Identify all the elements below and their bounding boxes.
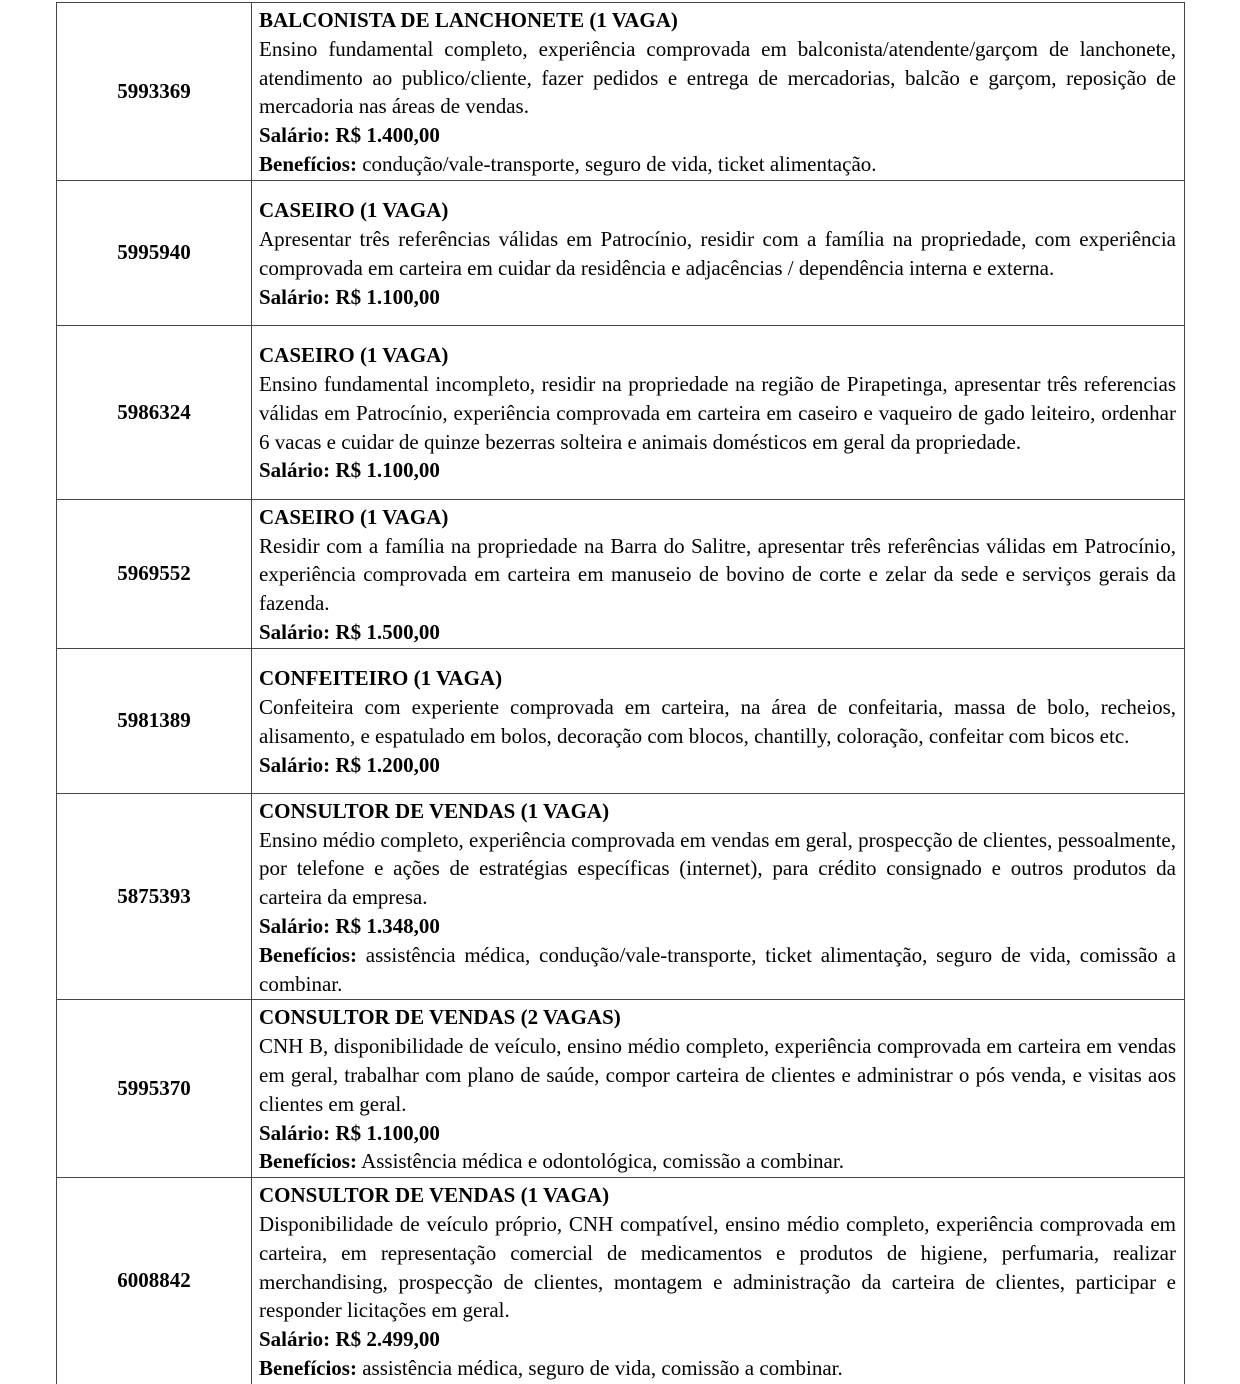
benefits-value: assistência médica, condução/vale-transporte, ticket alimentação, seguro de vida, comissão a combinar. bbox=[259, 942, 1176, 996]
job-details bbox=[252, 1178, 1185, 1384]
benefits-label: Benefícios: bbox=[259, 1149, 357, 1174]
job-details bbox=[252, 3, 1185, 181]
job-row bbox=[57, 648, 1185, 793]
job-description: Disponibilidade de veículo próprio, CNH compatível, ensino médio completo, experiência comprovada em carteira, em representação comercial de medicamentos e produtos de higiene, perfumaria, realizar merchandising, prospecção de clientes, montagem e administração da carteira de clientes, participar e responder licitações em geral. bbox=[259, 1211, 1176, 1323]
job-listings-table bbox=[56, 2, 1185, 1384]
salary-line bbox=[259, 912, 1176, 941]
job-row bbox=[57, 793, 1185, 1000]
salary-label: Salário: bbox=[259, 458, 331, 483]
salary-value: R$ 1.100,00 bbox=[335, 284, 440, 309]
job-row bbox=[57, 499, 1185, 648]
job-code: 6008842 bbox=[57, 1178, 252, 1384]
job-title: BALCONISTA DE LANCHONETE (1 VAGA) bbox=[259, 8, 678, 32]
benefits-line bbox=[259, 1147, 1176, 1176]
job-title: CASEIRO (1 VAGA) bbox=[259, 343, 449, 368]
salary-value: R$ 1.100,00 bbox=[335, 1120, 440, 1145]
benefits-line bbox=[259, 1354, 1176, 1383]
salary-value: R$ 2.499,00 bbox=[335, 1327, 440, 1352]
salary-line bbox=[259, 751, 1176, 780]
salary-value: R$ 1.500,00 bbox=[335, 619, 440, 644]
job-row bbox=[57, 180, 1185, 325]
job-title: CASEIRO (1 VAGA) bbox=[259, 198, 449, 223]
job-row bbox=[57, 1178, 1185, 1384]
salary-label: Salário: bbox=[259, 752, 331, 777]
benefits-label: Benefícios: bbox=[259, 151, 357, 176]
job-details bbox=[252, 648, 1185, 793]
job-code: 5995370 bbox=[57, 1000, 252, 1178]
benefits-label: Benefícios: bbox=[259, 942, 357, 967]
job-details bbox=[252, 1000, 1185, 1178]
job-description: Apresentar três referências válidas em Patrocínio, residir com a família na propriedade, com experiência comprovada em carteira em cuidar da residência e adjacências / dependência interna e externa. bbox=[259, 226, 1176, 280]
salary-label: Salário: bbox=[259, 1327, 331, 1352]
job-row bbox=[57, 3, 1185, 181]
job-code: 5993369 bbox=[57, 3, 252, 181]
job-code: 5875393 bbox=[57, 793, 252, 1000]
salary-label: Salário: bbox=[259, 913, 331, 938]
salary-label: Salário: bbox=[259, 284, 331, 309]
salary-line bbox=[259, 1325, 1176, 1354]
job-title: CONSULTOR DE VENDAS (2 VAGAS) bbox=[259, 1005, 621, 1030]
job-description: Confeiteira com experiente comprovada em carteira, na área de confeitaria, massa de bolo, recheios, alisamento, e espatulado em bolos, decoração com blocos, chantilly, coloração, confeitar com bicos etc. bbox=[259, 694, 1176, 748]
job-title: CONSULTOR DE VENDAS (1 VAGA) bbox=[259, 1183, 610, 1208]
job-description: Ensino médio completo, experiência comprovada em vendas em geral, prospecção de clientes, pessoalmente, por telefone e ações de estratégias específicas (internet), para crédito consignado e outros produtos da carteira da empresa. bbox=[259, 827, 1176, 910]
job-details bbox=[252, 180, 1185, 325]
benefits-label: Benefícios: bbox=[259, 1355, 357, 1380]
job-row bbox=[57, 1000, 1185, 1178]
salary-line bbox=[259, 283, 1176, 312]
benefits-value: assistência médica, seguro de vida, comissão a combinar. bbox=[362, 1355, 843, 1380]
job-details bbox=[252, 793, 1185, 1000]
job-row bbox=[57, 325, 1185, 499]
job-description: Ensino fundamental incompleto, residir na propriedade na região de Pirapetinga, apresentar três referencias válidas em Patrocínio, experiência comprovada em carteira em caseiro e vaqueiro de gado leiteiro, ordenhar 6 vacas e cuidar de quinze bezerras solteira e animais domésticos em geral da propriedade. bbox=[259, 372, 1176, 454]
job-description: Ensino fundamental completo, experiência comprovada em balconista/atendente/garçom de lanchonete, atendimento ao publico/cliente, fazer pedidos e entrega de mercadorias, balcão e garçom, reposição de mercadoria nas áreas de vendas. bbox=[259, 36, 1176, 119]
salary-line bbox=[259, 618, 1176, 647]
salary-value: R$ 1.400,00 bbox=[335, 123, 440, 148]
job-code: 5981389 bbox=[57, 648, 252, 793]
salary-line bbox=[259, 121, 1176, 150]
job-details bbox=[252, 499, 1185, 648]
benefits-line bbox=[259, 150, 1176, 179]
salary-value: R$ 1.348,00 bbox=[335, 913, 440, 938]
job-details bbox=[252, 325, 1185, 499]
job-title: CASEIRO (1 VAGA) bbox=[259, 504, 449, 529]
benefits-value: Assistência médica e odontológica, comissão a combinar. bbox=[361, 1149, 844, 1174]
salary-value: R$ 1.200,00 bbox=[335, 752, 440, 777]
salary-label: Salário: bbox=[259, 619, 331, 644]
salary-label: Salário: bbox=[259, 123, 331, 148]
job-code: 5969552 bbox=[57, 499, 252, 648]
salary-label: Salário: bbox=[259, 1120, 331, 1145]
salary-line bbox=[259, 1119, 1176, 1148]
job-title: CONFEITEIRO (1 VAGA) bbox=[259, 666, 503, 691]
salary-value: R$ 1.100,00 bbox=[335, 458, 440, 483]
job-description: Residir com a família na propriedade na Barra do Salitre, apresentar três referências válidas em Patrocínio, experiência comprovada em carteira em manuseio de bovino de corte e zelar da sede e serviços gerais da fazenda. bbox=[259, 533, 1176, 616]
job-description: CNH B, disponibilidade de veículo, ensino médio completo, experiência comprovada em carteira em vendas em geral, trabalhar com plano de saúde, compor carteira de clientes e administrar o pós venda, e visitas aos clientes em geral. bbox=[259, 1034, 1176, 1116]
job-code: 5995940 bbox=[57, 180, 252, 325]
benefits-value: condução/vale-transporte, seguro de vida, ticket alimentação. bbox=[362, 151, 877, 176]
job-title: CONSULTOR DE VENDAS (1 VAGA) bbox=[259, 798, 610, 823]
job-code: 5986324 bbox=[57, 325, 252, 499]
benefits-line bbox=[259, 941, 1176, 999]
salary-line bbox=[259, 456, 1176, 485]
